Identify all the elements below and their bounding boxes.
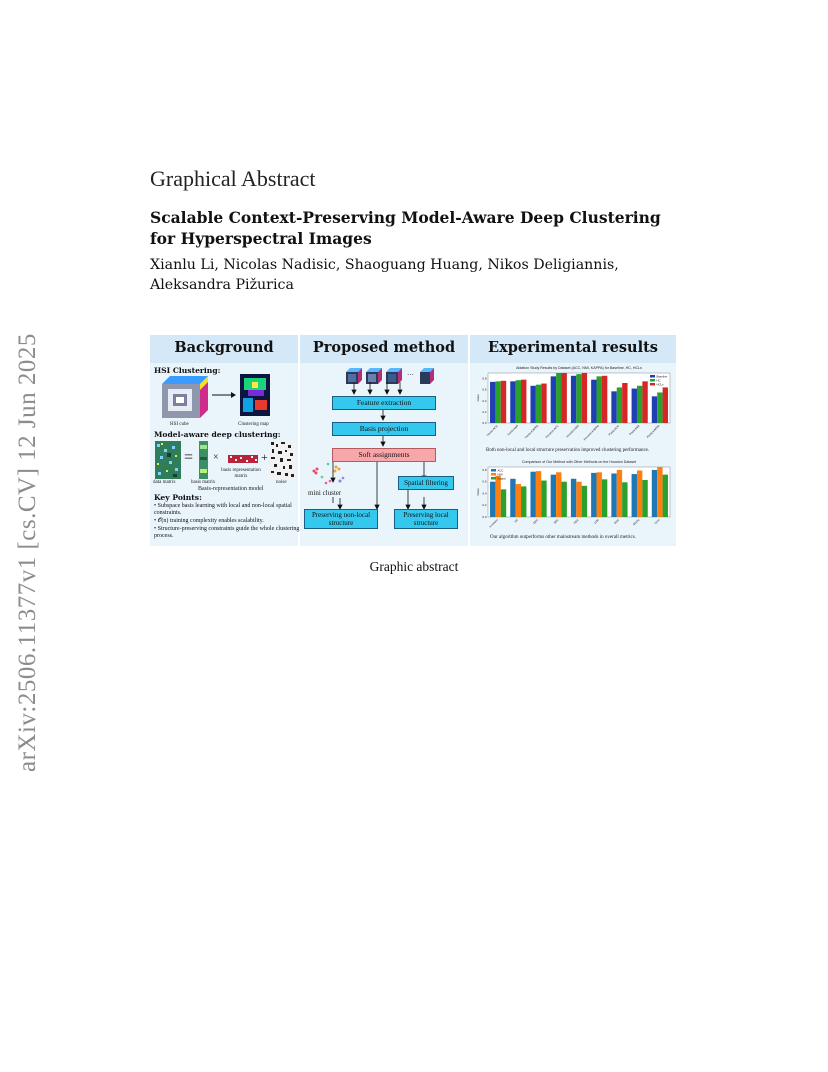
bar-kappa xyxy=(501,489,506,517)
y-tick-label: 0.2 xyxy=(482,409,487,414)
bar-hc xyxy=(516,380,521,423)
hsi-cube-label: HSI cube xyxy=(170,422,189,427)
x-tick-label: Ours xyxy=(653,517,661,525)
preserving-nonlocal-box: Preserving non-local structure xyxy=(304,509,378,529)
bar-baseline xyxy=(632,389,637,423)
bar-hc xyxy=(597,376,602,423)
method-panel xyxy=(300,363,468,546)
bar-hc xyxy=(536,385,541,423)
comparison-bar-chart xyxy=(470,457,676,533)
results-text-ablation: Both non-local and local structure preservation improved clustering performance. xyxy=(486,448,650,453)
arrow-icon xyxy=(212,391,236,399)
bar-acc xyxy=(490,482,495,517)
results-text-comparison: Our algorithm outperforms other mainstream methods in overall metrics. xyxy=(490,535,636,540)
bar-baseline xyxy=(652,396,657,423)
bar-nmi xyxy=(536,471,541,517)
legend-label: Kappa xyxy=(497,476,506,481)
x-tick-label: SSC xyxy=(552,517,560,525)
bar-baseline xyxy=(591,380,596,423)
x-tick-label: HSC xyxy=(572,517,580,525)
x-tick-label: LRR xyxy=(593,517,600,525)
panel-heading-results: Experimental results xyxy=(470,335,676,363)
bar-baseline xyxy=(510,381,515,423)
bar-acc xyxy=(591,473,596,517)
plus-sign: + xyxy=(261,450,268,464)
bar-hcls xyxy=(622,383,627,423)
y-axis-label: Value xyxy=(476,488,480,496)
bar-acc xyxy=(632,474,637,517)
bar-hc xyxy=(637,386,642,423)
x-tick-label: Trento-NMI xyxy=(506,423,520,437)
key-point-item: • Structure-preserving constraints guide the whole clustering process. xyxy=(154,526,300,540)
legend-swatch xyxy=(650,383,655,386)
x-tick-label: DSC xyxy=(613,517,621,525)
bar-baseline xyxy=(530,386,535,423)
bar-acc xyxy=(551,475,556,517)
model-aware-heading: Model-aware deep clustering: xyxy=(154,430,281,439)
x-tick-label: DEC xyxy=(532,517,540,525)
bar-nmi xyxy=(637,471,642,517)
bar-nmi xyxy=(617,470,622,517)
data-matrix-image xyxy=(155,441,181,479)
x-tick-label: SC xyxy=(513,517,520,524)
bar-kappa xyxy=(602,479,607,517)
bar-nmi xyxy=(657,467,662,517)
x-tick-label: k-means xyxy=(488,517,499,529)
bar-kappa xyxy=(561,482,566,517)
legend-swatch xyxy=(650,375,655,378)
bar-baseline xyxy=(611,391,616,423)
legend-swatch xyxy=(650,379,655,382)
x-tick-label: Trento-ACC xyxy=(485,423,499,438)
bar-acc xyxy=(652,470,657,517)
bar-kappa xyxy=(642,480,647,517)
key-point-item: • Subspace basis learning with local and non-local spatial constraints. xyxy=(154,503,292,517)
basis-representation-image xyxy=(228,455,258,463)
bar-baseline xyxy=(490,382,495,423)
bar-hcls xyxy=(642,381,647,423)
section-heading: Graphical Abstract xyxy=(150,166,316,191)
bar-hcls xyxy=(561,373,566,423)
basis-matrix-label: basis matrix xyxy=(191,480,216,485)
bar-hc xyxy=(617,387,622,423)
y-tick-label: 0.0 xyxy=(482,515,487,519)
legend-swatch xyxy=(491,469,496,472)
feature-extraction-box: Feature extraction xyxy=(332,396,436,410)
noise-image xyxy=(270,441,295,479)
bar-hcls xyxy=(541,384,546,423)
y-tick-label: 0.0 xyxy=(482,421,487,425)
background-panel xyxy=(150,363,298,546)
bar-hc xyxy=(576,374,581,423)
legend-label: ACC xyxy=(497,468,504,473)
y-tick-label: 0.4 xyxy=(482,398,487,403)
x-tick-label: SDCN xyxy=(631,517,641,527)
arxiv-stamp: arXiv:2506.11377v1 [cs.CV] 12 Jun 2025 xyxy=(14,333,41,772)
x-tick-label: Houston-ACC xyxy=(544,423,560,439)
key-point-item: • 𝒪(n) training complexity enables scalability. xyxy=(154,518,264,524)
author-list: Xianlu Li, Nicolas Nadisic, Shaoguang Huang, Nikos Deligiannis, Aleksandra Pižurica xyxy=(150,257,619,293)
bar-kappa xyxy=(521,486,526,517)
bar-hc xyxy=(657,392,662,423)
basis-rep-matrix-label: basis representation matrix xyxy=(221,468,261,479)
x-tick-label: Pavia-NMI xyxy=(628,423,641,436)
x-tick-label: Houston-NMI xyxy=(565,423,580,439)
paper-title: Scalable Context-Preserving Model-Aware Deep Clustering for Hyperspectral Images xyxy=(150,208,661,248)
chart-title: Ablation Study Results by Dataset (ACC, NMI, KAPPA) for Baseline, HC, HCLs xyxy=(516,366,642,370)
bar-baseline xyxy=(551,376,556,423)
y-axis-label: Value xyxy=(476,394,480,402)
panel-heading-method: Proposed method xyxy=(300,335,468,363)
bar-nmi xyxy=(576,482,581,517)
bar-hc xyxy=(556,373,561,423)
basis-matrix-image xyxy=(199,441,208,479)
mini-cluster-scatter xyxy=(308,461,350,491)
legend-label: HCLs xyxy=(656,382,664,387)
legend-label: Baseline xyxy=(656,374,668,379)
x-tick-label: Pavia-ACC xyxy=(607,423,621,437)
data-matrix-label: data matrix xyxy=(153,480,176,485)
bar-hcls xyxy=(521,380,526,423)
soft-assignments-box: Soft assignments xyxy=(332,448,436,462)
legend-swatch xyxy=(491,477,496,480)
key-points-heading: Key Points: xyxy=(154,493,202,502)
y-tick-label: 0.8 xyxy=(482,376,487,381)
equals-sign: = xyxy=(184,449,194,466)
legend-swatch xyxy=(491,473,496,476)
bar-kappa xyxy=(582,486,587,517)
bar-hc xyxy=(495,381,500,423)
y-tick-label: 0.8 xyxy=(482,467,487,472)
times-sign: × xyxy=(213,452,219,463)
hsi-cube-image xyxy=(162,376,208,418)
cubes-ellipsis: ··· xyxy=(407,371,414,379)
bar-acc xyxy=(530,472,535,517)
y-tick-label: 0.6 xyxy=(482,479,487,484)
ablation-bar-chart xyxy=(470,363,676,455)
y-tick-label: 0.4 xyxy=(482,491,487,496)
chart-title: Comparison of Our Method with Other Methods on the Houston Dataset xyxy=(521,460,637,464)
figure-caption: Graphic abstract xyxy=(369,559,459,574)
hsi-clustering-heading: HSI Clustering: xyxy=(154,366,221,375)
bar-acc xyxy=(571,479,576,517)
x-tick-label: Trento-KAPPA xyxy=(523,423,540,440)
preserving-local-box: Preserving local structure xyxy=(394,509,458,529)
bar-hcls xyxy=(501,381,506,423)
bar-acc xyxy=(611,473,616,517)
bar-nmi xyxy=(556,472,561,517)
graphical-abstract-figure xyxy=(150,335,676,546)
bar-kappa xyxy=(663,475,668,517)
legend-label: HC xyxy=(656,378,661,383)
bar-hcls xyxy=(602,376,607,423)
clustering-map-label: Clustering map xyxy=(238,422,269,427)
y-tick-label: 0.6 xyxy=(482,387,487,392)
y-tick-label: 0.2 xyxy=(482,503,487,508)
bar-nmi xyxy=(495,476,500,517)
x-tick-label: Houston-KAPPA xyxy=(582,423,600,442)
bar-kappa xyxy=(622,482,627,517)
clustering-map-image xyxy=(240,374,270,416)
mini-cluster-label: mini cluster xyxy=(308,489,342,497)
legend-label: NMI xyxy=(497,472,503,477)
panel-heading-background: Background xyxy=(150,335,298,363)
x-tick-label: Pavia-KAPPA xyxy=(645,423,661,439)
bar-baseline xyxy=(571,376,576,423)
bar-nmi xyxy=(516,484,521,517)
spatial-filtering-box: Spatial filtering xyxy=(398,476,454,490)
noise-label: noise xyxy=(276,480,287,485)
bar-hcls xyxy=(582,373,587,423)
bar-nmi xyxy=(597,472,602,517)
bar-kappa xyxy=(541,481,546,517)
bar-hcls xyxy=(663,387,668,423)
results-panel xyxy=(470,363,676,546)
basis-projection-box: Basis projection xyxy=(332,422,436,436)
model-name: Basis-representation model xyxy=(198,486,264,492)
bar-acc xyxy=(510,479,515,517)
